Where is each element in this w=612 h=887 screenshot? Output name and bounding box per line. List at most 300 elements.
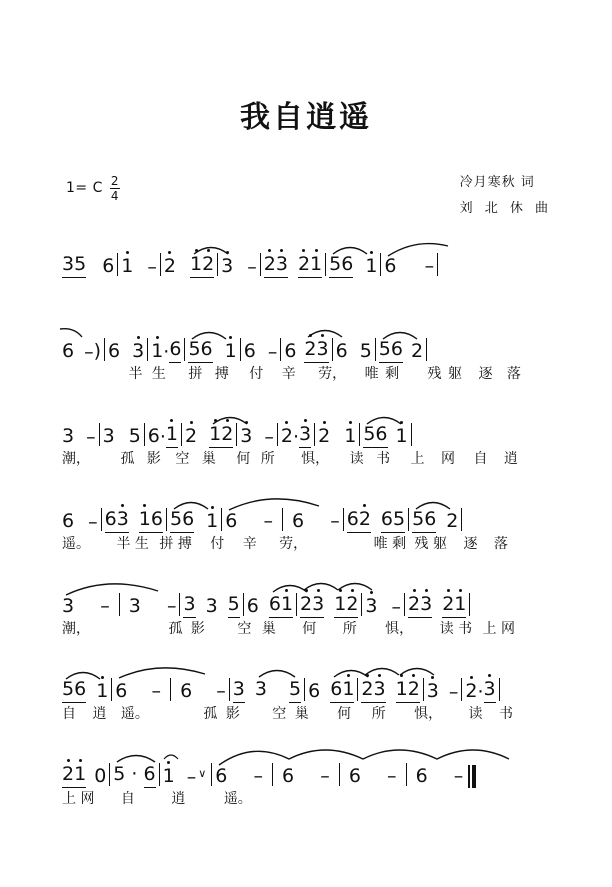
lyric-syllable: 何 xyxy=(337,706,352,722)
barline xyxy=(166,508,167,531)
lyric-syllable: 所 xyxy=(371,706,386,722)
lyric-row-2 xyxy=(62,363,560,389)
note: 1 xyxy=(206,510,219,532)
note: 6 xyxy=(390,338,403,360)
note: 5 xyxy=(62,678,75,700)
lyric-syllable: 孤 xyxy=(120,451,135,467)
beamed-group xyxy=(188,337,212,363)
beamed-group xyxy=(264,252,288,278)
lyric-syllable: 影 xyxy=(146,451,161,467)
note: 3 xyxy=(62,595,75,617)
note: 1 xyxy=(74,763,87,785)
note: 3 xyxy=(275,253,288,275)
barline xyxy=(144,423,145,446)
lyric-syllable: 残 xyxy=(427,366,442,382)
note: 6 xyxy=(282,765,295,787)
sustain-dash: – xyxy=(320,765,330,787)
paren-close: ) xyxy=(93,340,102,362)
sustain-dash: – xyxy=(267,341,278,363)
barline xyxy=(339,763,340,786)
tie-arc xyxy=(117,662,227,687)
lyric-syllable: 巢 xyxy=(294,706,309,722)
tie-arc xyxy=(227,492,341,517)
lyric-syllable: 巢 xyxy=(261,621,276,637)
barline xyxy=(469,593,470,616)
note: 3 xyxy=(102,425,115,447)
lyric-syllable: 半 xyxy=(116,536,131,552)
note: 3 xyxy=(233,677,245,703)
note: 3 xyxy=(62,425,75,447)
note: 6 xyxy=(424,508,437,530)
barline xyxy=(119,593,120,616)
barline xyxy=(461,678,462,701)
barline xyxy=(243,593,244,616)
sustain-dash: – xyxy=(84,341,94,363)
lyric-syllable: 遥。 xyxy=(120,706,149,722)
barline xyxy=(181,423,182,446)
note: 3 xyxy=(128,595,141,617)
barline xyxy=(437,253,438,276)
note: 2 xyxy=(358,508,371,530)
lyric-syllable: 读 xyxy=(349,451,364,467)
note: 6 xyxy=(346,508,359,530)
lyric-syllable: 生 xyxy=(151,366,166,382)
lyric-syllable: 搏 xyxy=(177,536,192,552)
note: 6 xyxy=(284,340,297,362)
lyric-row-7 xyxy=(62,788,560,814)
sustain-dash: – xyxy=(147,256,157,278)
barline xyxy=(159,763,160,786)
note: 1 xyxy=(121,255,134,277)
time-signature xyxy=(110,175,120,202)
music-system-3 xyxy=(0,402,612,487)
note: 6 xyxy=(246,595,259,617)
beamed-group xyxy=(396,677,420,703)
note: 3 xyxy=(132,340,145,362)
note: 1 xyxy=(209,423,222,445)
barline xyxy=(375,338,376,361)
lyric-syllable: 惧， xyxy=(414,706,443,722)
note: 6 xyxy=(108,340,121,362)
note: 2 xyxy=(446,510,459,532)
barline xyxy=(280,338,281,361)
lyric-row-3 xyxy=(62,448,560,474)
sustain-dash: – xyxy=(330,510,340,532)
barline xyxy=(499,678,500,701)
note: 1 xyxy=(280,593,294,615)
note: 2 xyxy=(221,423,234,445)
note: 2 xyxy=(297,253,311,275)
lyric-syllable: 惧， xyxy=(301,451,330,467)
barline xyxy=(272,763,273,786)
sustain-dash: – xyxy=(166,595,177,617)
note: 2 xyxy=(304,338,317,360)
note: 5 xyxy=(412,508,425,530)
lyric-syllable: 拼 xyxy=(188,366,203,382)
sustain-dash: – xyxy=(88,511,98,533)
lyric-syllable: 上 xyxy=(410,451,425,467)
lyric-syllable: 遥。 xyxy=(62,536,90,552)
note: 1 xyxy=(166,422,178,448)
note: 6 xyxy=(243,340,256,362)
note: 6 xyxy=(182,508,195,530)
note: 1 xyxy=(395,678,408,700)
note: 2 xyxy=(410,340,424,362)
note: 1 xyxy=(96,680,109,702)
note: 2 xyxy=(442,593,455,615)
barline xyxy=(179,593,180,616)
sustain-dash: – xyxy=(453,765,464,787)
note: 1 xyxy=(189,253,203,275)
lyric-syllable: 何 xyxy=(302,621,317,637)
barline xyxy=(104,338,105,361)
music-system-6 xyxy=(0,657,612,742)
lyric-syllable: 书 xyxy=(458,621,473,637)
barline xyxy=(304,678,305,701)
note: 5 xyxy=(359,340,372,362)
barline xyxy=(282,508,283,531)
barline xyxy=(408,508,409,531)
lyric-syllable: 巢 xyxy=(201,451,216,467)
beamed-group xyxy=(62,677,86,703)
lyric-syllable: 半 xyxy=(128,366,143,382)
page-title: 我自逍遥 xyxy=(240,100,372,135)
note: 1 xyxy=(395,425,408,447)
note: 5 xyxy=(113,763,126,785)
barline xyxy=(217,253,218,276)
lyric-syllable: 自 xyxy=(62,706,76,722)
lyricist-credit: 冷月寒秋 词 xyxy=(459,175,535,190)
lyric-syllable: 辛 xyxy=(242,536,257,552)
lyric-syllable: 付 xyxy=(249,366,264,382)
barline xyxy=(357,678,358,701)
note: 2 xyxy=(318,425,331,447)
note: 6 xyxy=(225,510,238,532)
note: 6 xyxy=(330,678,343,700)
lyric-syllable: 空 xyxy=(175,451,190,467)
sustain-dash: – xyxy=(253,765,263,787)
lyric-syllable: 影 xyxy=(190,621,205,637)
barline xyxy=(404,593,405,616)
lyric-syllable: 潮， xyxy=(62,621,90,637)
lyric-syllable: 残 xyxy=(414,536,429,552)
note: 1 xyxy=(454,593,467,615)
note: 3 xyxy=(240,425,253,447)
note: 2 xyxy=(408,593,421,615)
time-signature-denominator: 4 xyxy=(110,189,120,203)
barline xyxy=(99,423,100,446)
lyric-syllable: 逍 xyxy=(92,706,107,722)
key-signature-label: 1= C xyxy=(66,179,103,196)
note: 1 xyxy=(138,508,151,530)
lyric-syllable: 落 xyxy=(493,536,508,552)
header-meta xyxy=(0,170,612,232)
lyric-syllable: 读 xyxy=(439,621,454,637)
music-system-5 xyxy=(0,572,612,657)
note: 6 xyxy=(200,338,213,360)
lyric-syllable: 搏 xyxy=(214,366,229,382)
note: 6 xyxy=(102,255,115,277)
beamed-group xyxy=(298,252,322,278)
lyric-syllable: 自 xyxy=(473,451,488,467)
barline xyxy=(184,338,185,361)
lyric-syllable: 读 xyxy=(468,706,483,722)
music-system-4 xyxy=(0,487,612,572)
note: 5 xyxy=(289,677,301,703)
time-signature-numerator: 2 xyxy=(110,174,120,188)
note: 2 xyxy=(62,763,75,785)
lyric-syllable: 剩 xyxy=(385,366,400,382)
barline xyxy=(325,253,326,276)
music-system-7 xyxy=(0,742,612,827)
beamed-group xyxy=(170,507,194,533)
lyric-syllable: 孤 xyxy=(203,706,218,722)
barline xyxy=(314,423,315,446)
barline xyxy=(211,763,212,786)
lyric-syllable: 逍 xyxy=(503,451,518,467)
dotted-rhythm-dot: · xyxy=(292,426,300,448)
note: 6 xyxy=(375,423,388,445)
lyric-syllable: 躯 xyxy=(447,366,462,382)
lyric-syllable: 唯 xyxy=(373,536,388,552)
note: 2 xyxy=(163,255,176,277)
lyric-row-1 xyxy=(62,278,560,304)
lyric-syllable: 潮， xyxy=(62,451,90,467)
note: 5 xyxy=(378,338,391,360)
note: 6 xyxy=(62,340,75,362)
barline xyxy=(332,338,333,361)
barline xyxy=(109,763,110,786)
sustain-dash: – xyxy=(391,596,401,618)
note: 6 xyxy=(335,340,348,362)
lyric-syllable: 空 xyxy=(237,621,252,637)
beamed-group xyxy=(139,507,163,533)
note: 1 xyxy=(163,764,175,788)
tie-arc xyxy=(64,577,178,602)
note: 3 xyxy=(316,338,329,360)
beamed-group xyxy=(363,422,387,448)
beamed-group xyxy=(62,762,86,788)
beamed-group xyxy=(190,252,214,278)
note: 5 xyxy=(128,425,141,447)
barline xyxy=(296,593,297,616)
barline xyxy=(423,678,424,701)
beamed-group xyxy=(379,337,403,363)
beamed-group xyxy=(408,592,432,618)
barline xyxy=(160,253,161,276)
barline xyxy=(111,678,112,701)
beamed-group xyxy=(105,507,129,533)
sustain-dash: – xyxy=(216,680,226,702)
beamed-group xyxy=(442,592,466,618)
note: 6 xyxy=(268,593,281,615)
dotted-rhythm-dot: · xyxy=(163,341,170,363)
note-row-2 xyxy=(62,317,560,363)
note-row-6 xyxy=(62,657,560,703)
dotted-rhythm-dot: · xyxy=(131,763,138,785)
note: 3 xyxy=(426,680,439,702)
beamed-group xyxy=(330,677,354,703)
lyric-syllable: 书 xyxy=(376,451,391,467)
lyric-syllable: 劳， xyxy=(279,536,308,552)
lyric-syllable: 逐 xyxy=(463,536,478,552)
barline xyxy=(426,338,427,361)
sustain-dash: – xyxy=(424,255,435,277)
sustain-dash: – xyxy=(263,510,273,532)
note: 5 xyxy=(363,423,376,445)
sustain-dash: – xyxy=(448,681,459,703)
barline xyxy=(461,508,462,531)
lyric-syllable: 上 xyxy=(482,621,497,637)
dotted-rhythm-dot: · xyxy=(477,681,484,703)
lyric-syllable: 网 xyxy=(440,451,455,467)
note-row-1 xyxy=(62,232,560,278)
note: 1 xyxy=(344,425,357,447)
note: 6 xyxy=(180,680,193,702)
note: 5 xyxy=(74,253,87,275)
barline xyxy=(380,253,381,276)
note: 6 xyxy=(415,765,428,787)
note: 3 xyxy=(62,253,75,275)
note: 6 xyxy=(147,425,160,447)
lyric-syllable: 生 xyxy=(134,536,149,552)
note: 3 xyxy=(365,595,378,617)
lyric-syllable: 孤 xyxy=(168,621,183,637)
composer-credit: 刘 北 休 曲 xyxy=(459,201,552,216)
barline xyxy=(221,508,222,531)
beamed-group xyxy=(269,592,293,618)
barline xyxy=(343,508,344,531)
beamed-group xyxy=(300,592,324,618)
sustain-dash: – xyxy=(100,595,110,617)
note: 6 xyxy=(380,508,393,530)
sustain-dash: – xyxy=(387,765,397,787)
sustain-dash: – xyxy=(186,766,197,788)
note: 2 xyxy=(300,593,313,615)
beamed-group xyxy=(62,252,86,278)
lyric-row-5 xyxy=(62,618,560,644)
note: 6 xyxy=(150,508,163,530)
rest: 0 xyxy=(94,765,107,787)
note: 3 xyxy=(254,678,267,700)
barline xyxy=(240,338,241,361)
lyric-syllable: 劳， xyxy=(318,366,347,382)
barline xyxy=(411,423,412,446)
dotted-rhythm-dot: · xyxy=(159,426,166,448)
sustain-dash: – xyxy=(151,680,161,702)
note: 2 xyxy=(202,253,215,275)
note: 5 xyxy=(329,253,342,275)
beamed-group xyxy=(381,507,405,533)
lyric-syllable: 网 xyxy=(500,621,515,637)
note: 3 xyxy=(373,678,386,700)
lyric-syllable: 唯 xyxy=(364,366,379,382)
note: 3 xyxy=(312,593,325,615)
lyric-syllable: 所 xyxy=(342,621,357,637)
lyric-syllable: 辛 xyxy=(281,366,296,382)
note: 6 xyxy=(292,510,305,532)
barline xyxy=(260,253,261,276)
note: 3 xyxy=(420,593,433,615)
barline xyxy=(117,253,118,276)
note: 2 xyxy=(185,425,198,447)
lyric-syllable: 逐 xyxy=(478,366,493,382)
note: 1 xyxy=(224,340,237,362)
note: 1 xyxy=(310,253,323,275)
note: 2 xyxy=(465,680,478,702)
sustain-dash: – xyxy=(264,426,274,448)
lyric-syllable: 躯 xyxy=(432,536,447,552)
key-and-time-signature xyxy=(66,174,120,201)
note: 6 xyxy=(348,765,361,787)
note-row-4 xyxy=(62,487,560,533)
lyric-syllable: 所 xyxy=(260,451,275,467)
note: 6 xyxy=(115,680,128,702)
note: 1 xyxy=(365,255,378,277)
note: 5 xyxy=(393,508,406,530)
lyric-syllable: 剩 xyxy=(392,536,407,552)
lyric-syllable: 遥。 xyxy=(223,791,252,807)
lyric-syllable: 逍 xyxy=(171,791,186,807)
lyric-syllable: 惧， xyxy=(385,621,414,637)
note: 3 xyxy=(205,595,218,617)
lyric-row-4 xyxy=(62,533,560,559)
barline xyxy=(277,423,278,446)
sustain-dash: – xyxy=(86,426,96,448)
lyric-row-6 xyxy=(62,703,560,729)
note: 1 xyxy=(334,593,347,615)
music-system-1 xyxy=(0,232,612,317)
note: 5 xyxy=(228,592,240,618)
note: 6 xyxy=(144,762,156,788)
barline xyxy=(236,423,237,446)
beamed-group xyxy=(304,337,328,363)
note: 6 xyxy=(74,678,87,700)
sustain-dash: – xyxy=(247,256,257,278)
note: 6 xyxy=(62,510,75,532)
note: 5 xyxy=(188,338,201,360)
barline xyxy=(229,678,230,701)
note: 1 xyxy=(342,678,355,700)
final-barline xyxy=(468,765,476,788)
note: 3 xyxy=(484,677,496,703)
beamed-group xyxy=(347,507,371,533)
note: 2 xyxy=(361,678,374,700)
barline xyxy=(361,593,362,616)
barline xyxy=(147,338,148,361)
note: 6 xyxy=(341,253,354,275)
note: 1 xyxy=(151,340,164,362)
beamed-group xyxy=(329,252,353,278)
note: 2 xyxy=(346,593,359,615)
note: 3 xyxy=(221,255,234,277)
note: 3 xyxy=(116,508,129,530)
note-row-3 xyxy=(62,402,560,448)
note: 2 xyxy=(263,253,276,275)
note: 6 xyxy=(169,337,181,363)
note-row-5 xyxy=(62,572,560,618)
note: 6 xyxy=(308,680,321,702)
note: 6 xyxy=(384,255,397,277)
music-system-2 xyxy=(0,317,612,402)
note: 5 xyxy=(169,508,183,530)
lyric-syllable: 拼 xyxy=(159,536,174,552)
lyric-syllable: 影 xyxy=(225,706,240,722)
lyric-syllable: 上 xyxy=(62,791,76,807)
note: 3 xyxy=(183,592,195,618)
note: 2 xyxy=(280,425,293,447)
credits-block xyxy=(460,170,552,222)
